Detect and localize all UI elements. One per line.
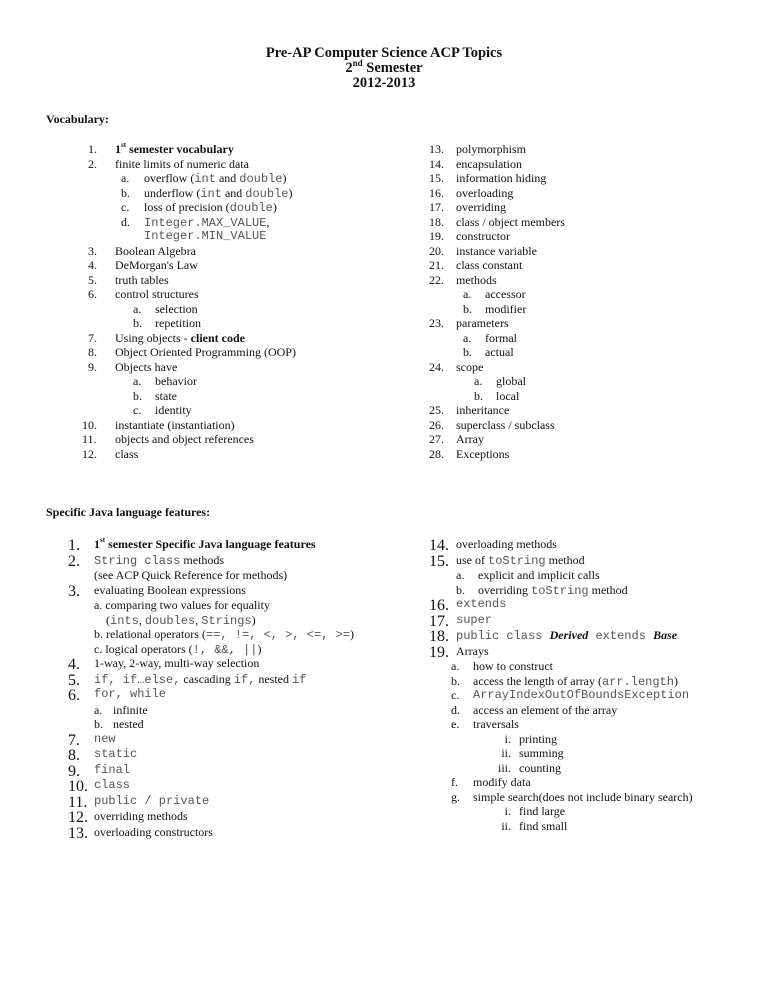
item-text: parameters [456, 316, 509, 330]
item-text: overflow (int and double) [144, 171, 287, 186]
item-text: global [496, 374, 526, 388]
item-text: Boolean Algebra [115, 243, 196, 258]
item-letter: a. [94, 702, 103, 717]
item-text: counting [519, 760, 561, 775]
item-number: 14. [429, 537, 449, 554]
item-letter: d. [451, 702, 460, 717]
item-text: (see ACP Quick Reference for methods) [94, 568, 288, 582]
item-number: 8. [88, 345, 97, 359]
item-text: 1st semester vocabulary [115, 141, 234, 156]
item-text: Arrays [456, 643, 489, 658]
item-letter: b. [474, 388, 483, 403]
item-number: 17. [429, 612, 449, 630]
item-text: control structures [115, 287, 199, 301]
semester-label [0, 58, 768, 76]
item-number: 11. [68, 793, 88, 811]
item-text: truth tables [115, 272, 169, 287]
item-text: Object Oriented Programming (OOP) [115, 345, 296, 359]
item-letter: b. [133, 388, 142, 403]
item-text: infinite [113, 702, 148, 717]
item-number: 22. [429, 272, 444, 287]
item-text: class constant [456, 258, 523, 272]
item-text: class [94, 778, 131, 792]
item-text: underflow (int and double) [144, 185, 293, 201]
item-text: c. logical operators (!, &&, ||) [94, 641, 262, 657]
item-text: behavior [155, 374, 197, 388]
item-text: DeMorgan's Law [115, 258, 198, 272]
item-text: overloading methods [456, 537, 557, 551]
item-letter: a. [133, 374, 142, 388]
item-text: a. comparing two values for equality [94, 598, 270, 612]
item-text: final [94, 762, 131, 777]
item-number: 5. [88, 272, 97, 287]
item-text: finite limits of numeric data [115, 156, 249, 171]
item-text: simple search(does not include binary search) [473, 789, 693, 804]
semester-text: Semester [362, 60, 423, 76]
item-number: 11. [82, 432, 97, 446]
item-letter: a. [121, 171, 130, 185]
item-letter: b. [133, 316, 142, 330]
item-number: 3. [88, 243, 97, 258]
item-text: accessor [485, 287, 526, 301]
item-number: 2. [68, 552, 80, 570]
item-text: how to construct [473, 659, 553, 673]
item-roman: ii. [501, 818, 511, 833]
item-text: public / private [94, 793, 210, 808]
item-text: objects and object references [115, 432, 254, 446]
item-number: 9. [88, 359, 97, 374]
item-text: information hiding [456, 171, 547, 185]
item-number: 7. [88, 330, 97, 345]
item-number: 20. [429, 243, 444, 258]
item-number: 6. [68, 687, 80, 704]
item-text: overriding [456, 200, 506, 214]
item-number: 15. [429, 552, 449, 570]
item-number: 8. [68, 747, 80, 764]
item-number: 12. [82, 446, 97, 461]
item-text: Integer.MIN_VALUE [144, 229, 267, 243]
item-letter: d. [121, 214, 130, 229]
item-number: 14. [429, 156, 444, 171]
item-number: 2. [88, 156, 97, 171]
item-number: 3. [68, 582, 80, 600]
item-text: overriding toString method [478, 582, 628, 598]
item-number: 10. [82, 417, 97, 432]
item-number: 12. [68, 809, 88, 826]
item-number: 9. [68, 762, 80, 780]
item-text: inheritance [456, 403, 510, 417]
item-text: traversals [473, 717, 519, 731]
item-text: Array [456, 432, 484, 446]
item-letter: b. [463, 301, 472, 316]
item-roman: ii. [501, 746, 511, 760]
item-text: for, while [94, 687, 167, 701]
item-number: 16. [429, 185, 444, 200]
item-text: if, if…else, cascading if, nested if [94, 671, 307, 687]
document-header [0, 46, 768, 91]
item-number: 13. [68, 824, 88, 842]
item-text: evaluating Boolean expressions [94, 582, 246, 597]
item-letter: a. [451, 659, 460, 673]
item-text: polymorphism [456, 142, 527, 156]
item-text: selection [155, 301, 198, 316]
item-number: 25. [429, 403, 444, 417]
item-text: new [94, 731, 116, 746]
item-text: repetition [155, 316, 201, 330]
item-number: 16. [429, 597, 449, 614]
item-letter: a. [463, 287, 472, 301]
item-letter: b. [463, 345, 472, 359]
item-letter: c. [133, 403, 142, 417]
item-text: public class Derived extends Base [456, 628, 678, 643]
item-text: overriding methods [94, 809, 188, 823]
item-text: static [94, 747, 138, 761]
item-text: loss of precision (double) [144, 200, 277, 215]
item-text: find large [519, 804, 566, 818]
item-text: constructor [456, 229, 510, 243]
item-letter: e. [451, 717, 460, 731]
item-text: Integer.MAX_VALUE, [144, 214, 270, 230]
item-text: instantiate (instantiation) [115, 417, 235, 432]
item-number: 10. [68, 778, 88, 795]
item-number: 21. [429, 258, 444, 272]
item-text: 1-way, 2-way, multi-way selection [94, 656, 260, 670]
item-letter: b. [121, 185, 130, 200]
item-number: 4. [68, 656, 80, 673]
item-number: 17. [429, 200, 444, 214]
item-text: class [115, 446, 139, 461]
item-number: 18. [429, 628, 449, 645]
item-roman: iii. [497, 760, 511, 775]
item-number: 24. [429, 359, 444, 374]
item-text: find small [519, 818, 568, 833]
item-text: (ints, doubles, Strings) [106, 612, 256, 628]
item-text: Exceptions [456, 446, 510, 461]
item-text: access an element of the array [473, 702, 618, 717]
item-number: 23. [429, 316, 444, 330]
item-text: identity [155, 403, 192, 417]
item-number: 28. [429, 446, 444, 461]
item-roman: i. [504, 731, 511, 746]
item-text: super [456, 612, 493, 627]
school-year: 2012-2013 [352, 75, 416, 91]
item-letter: f. [451, 775, 458, 789]
item-text: Objects have [115, 359, 178, 374]
item-text: scope [456, 359, 484, 374]
item-text: formal [485, 330, 517, 345]
item-number: 27. [429, 432, 444, 446]
item-roman: i. [504, 804, 511, 818]
item-letter: g. [451, 789, 460, 804]
item-text: overloading constructors [94, 824, 213, 839]
item-number: 1. [88, 142, 97, 156]
item-text: modifier [485, 301, 527, 316]
item-number: 15. [429, 171, 444, 185]
item-text: modify data [473, 775, 531, 789]
item-letter: b. [94, 717, 103, 731]
item-number: 5. [68, 671, 80, 689]
item-number: 26. [429, 417, 444, 432]
item-letter: b. [456, 582, 465, 597]
item-number: 13. [429, 142, 444, 156]
item-text: access the length of array (arr.length) [473, 673, 678, 689]
item-letter: b. [451, 673, 460, 688]
item-text: Using objects - client code [115, 330, 245, 345]
item-text: local [496, 388, 520, 403]
item-text: class / object members [456, 214, 565, 229]
item-number: 6. [88, 287, 97, 301]
item-number: 7. [68, 731, 80, 749]
item-number: 18. [429, 214, 444, 229]
item-text: instance variable [456, 243, 537, 258]
item-text: printing [519, 731, 557, 746]
item-text: b. relational operators (==, !=, <, >, <=, >=) [94, 627, 354, 642]
item-number: 19. [429, 643, 449, 661]
item-text: explicit and implicit calls [478, 568, 600, 582]
vocabulary-heading: Vocabulary: [46, 112, 109, 126]
semester-number: 2 [345, 60, 353, 76]
item-text: actual [485, 345, 514, 359]
item-letter: a. [474, 374, 483, 388]
item-text: use of toString method [456, 552, 585, 568]
item-letter: a. [456, 568, 465, 582]
item-text: nested [113, 717, 144, 731]
item-letter: c. [121, 200, 130, 214]
item-letter: c. [451, 688, 460, 702]
item-text: ArrayIndexOutOfBoundsException [473, 688, 690, 702]
item-letter: a. [463, 330, 472, 345]
item-text: overloading [456, 185, 514, 200]
item-text: state [155, 388, 177, 403]
java-features-heading: Specific Java language features: [46, 505, 211, 519]
item-text: 1st semester Specific Java language features [94, 536, 316, 551]
item-text: extends [456, 597, 507, 611]
item-number: 4. [88, 258, 97, 272]
item-text: encapsulation [456, 156, 522, 171]
item-text: superclass / subclass [456, 417, 555, 432]
item-text: methods [456, 272, 497, 287]
item-letter: a. [133, 301, 142, 316]
item-number: 1. [68, 537, 80, 554]
item-text: summing [519, 746, 564, 760]
item-text: String class methods [94, 552, 225, 568]
item-number: 19. [429, 229, 444, 243]
document-title: Pre-AP Computer Science ACP Topics [265, 45, 503, 61]
semester-ordinal: nd [352, 58, 363, 69]
